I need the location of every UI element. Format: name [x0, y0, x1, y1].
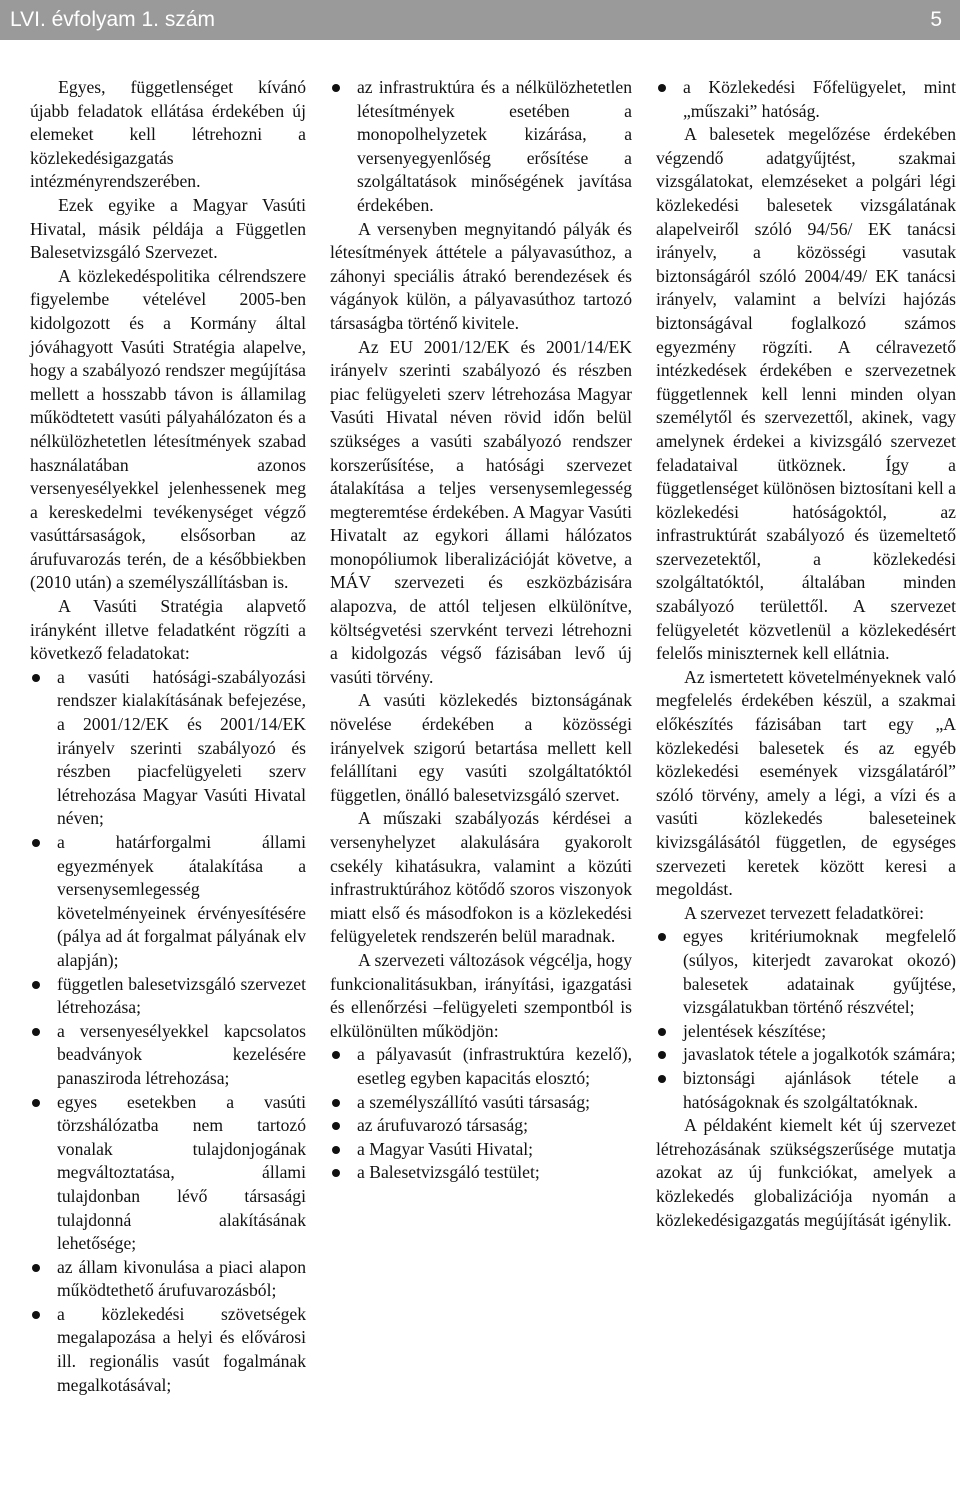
paragraph: A közlekedéspolitika célrendszere figyelembe vételével 2005-ben kidolgozott és a Kormány által jóváhagyott Vasúti Stratégia alapelve, hogy a szabályozó rendszer megújítása mellett a hosszabb távon is államilag működtetett vasúti pályahálózaton és a nélkülözhetetlen létesítmények szabad használatában azonos versenyesélyekkel jelenhessenek meg a kereskedelmi tevékenységet végző vasúttársaságok, elsősorban az árufuvarozás terén, de a későbbiekben (2010 után) a személyszállításban is. — [30, 265, 306, 593]
list-item: a Balesetvizsgáló testület; — [330, 1161, 632, 1185]
paragraph: A szervezet tervezett feladatkörei: — [684, 902, 924, 923]
paragraph: A balesetek megelőzése érdekében végzendő adatgyűjtést, szakmai vizsgálatokat, elemzéseket a polgári légi közlekedési balesetek vizsgálatának alapelveiről szóló 94/56/ EK tanácsi irányelv, a közösségi vasutak biztonságáról szóló 2004/49/ EK tanácsi irányelv, valamint a belvízi hajózás biztonságával foglalkozó számos egyezmény rögzíti. A célravezető intézkedések érdekében e szervezetnek függetlennek kell lenni minden olyan személytől és szervezettől, akinek, vagy amelynek érdekei a kivizsgáló szervezet feladataival ütköznek. Így a függetlenséget különösen biztosítani kell a közlekedési hatóságoktól, az infrastruktúrát szabályozó és üzemeltető szervezetektől, a közlekedési szolgáltatóktól, általában minden szabályozó területtől. A szervezet felügyeletét közvetlenül a közlekedésért felelős miniszternek kell ellátnia. — [656, 124, 956, 664]
list-item: a Magyar Vasúti Hivatal; — [330, 1138, 632, 1162]
list-item: a pályavasút (infrastruktúra kezelő), esetleg egyben kapacitás elosztó; — [330, 1043, 632, 1090]
paragraph: Az ismertetett követelményeknek való megfelelés érdekében készül, a szakmai előkészítés fázisában tart egy „A közlekedési balesetek és az egyéb közlekedési események vizsgálatáról” szóló törvény, amely a légi, a vízi és a vasúti közlekedés baleseteinek kivizsgálásától független, de egységes szervezeti keretek között keresi a megoldást. — [656, 666, 956, 900]
list-item: jelentések készítése; — [656, 1020, 956, 1044]
list-item: a közlekedési szövetségek megalapozása a helyi és elővárosi ill. regionális vasút fogalmának megalkotásával; — [30, 1303, 306, 1397]
text-column-1 — [30, 76, 306, 1397]
list-item: egyes kritériumoknak megfelelő (súlyos, kiterjedt zavarokat okozó) balesetek adatainak gyűjtése, vizsgálatukban történő részvétel; — [656, 925, 956, 1019]
text-column-3 — [656, 76, 956, 1232]
list-item: a személyszállító vasúti társaság; — [330, 1091, 632, 1115]
list-item: az infrastruktúra és a nélkülözhetetlen létesítmények esetében a monopolhelyzetek kizárása, a versenyegyenlőség erősítése a szolgáltatások minőségének javítása érdekében. — [330, 76, 632, 218]
paragraph: Az EU 2001/12/EK és 2001/14/EK irányelv szerinti szabályozó és részben piac felügyeleti szerv létrehozása Magyar Vasúti Hivatal néven rövid időn belül szükséges a vasúti szabályozó rendszer korszerűsítése, a hatósági szervezet átalakítása a teljes versenysemlegesség megteremtése érdekében. A Magyar Vasúti Hivatalt az egykori állami hálózatos monopóliumok liberalizációját követve, a MÁV szervezeti és eszközbázisára alapozva, de attól teljesen elkülönítve, költségvetési szervként tervezi létrehozni a kidolgozás végső fázisában levő új vasúti törvény. — [330, 336, 632, 687]
list-item: a versenyesélyekkel kapcsolatos beadványok kezelésére panasziroda létrehozása; — [30, 1020, 306, 1091]
list-item: független balesetvizsgáló szervezet létrehozása; — [30, 973, 306, 1020]
text-column-2 — [330, 76, 632, 1185]
page-header — [0, 0, 960, 40]
page-number: 5 — [930, 8, 942, 31]
list-item: a Közlekedési Főfelügyelet, mint „műszaki” hatóság. — [656, 76, 956, 123]
bullet-list — [330, 76, 632, 218]
list-item: egyes esetekben a vasúti törzshálózatba nem tartozó vonalak tulajdonjogának megváltoztatása, állami tulajdonban lévő társasági tulajdonná alakításának lehetősége; — [30, 1091, 306, 1256]
paragraph: A vasúti közlekedés biztonságának növelése érdekében a közösségi irányelvek szigorú betartása mellett kell felállítani egy vasúti szolgáltatóktól független, önálló balesetvizsgáló szervet. — [330, 690, 632, 805]
list-item: biztonsági ajánlások tétele a hatóságoknak és szolgáltatóknak. — [656, 1067, 956, 1114]
paragraph: A műszaki szabályozás kérdései a versenyhelyzet alakulására gyakorolt csekély kihatásukra, valamint a közúti infrastruktúrához kötődő szoros viszonyok miatt első és másodfokon is a közlekedési felügyeletek rendszerén belül maradnak. — [330, 808, 632, 947]
issue-label: LVI. évfolyam 1. szám — [10, 8, 216, 31]
list-item: a vasúti hatósági-szabályozási rendszer kialakításának befejezése, a 2001/12/EK és 2001/14/EK irányelv szerinti szabályozó és részben piacfelügyeleti szerv létrehozása Magyar Vasúti Hivatal néven; — [30, 666, 306, 831]
bullet-list — [656, 76, 956, 123]
bullet-list — [656, 925, 956, 1114]
bullet-list — [30, 666, 306, 1397]
paragraph: Egyes, függetlenséget kívánó újabb feladatok ellátása érdekében új elemeket kell létrehozni a közlekedésigazgatás intézményrendszerében. — [30, 77, 306, 192]
paragraph: A szervezeti változások végcélja, hogy funkcionalitásukban, irányítási, igazgatási és ellenőrzési –felügyeleti szempontból is elkülönülten működjön: — [330, 949, 632, 1041]
list-item: az árufuvarozó társaság; — [330, 1114, 632, 1138]
list-item: a határforgalmi állami egyezmények átalakítása a versenysemlegesség követelményeinek érvényesítésére (pálya ad át forgalmat pályának elv alapján); — [30, 831, 306, 973]
paragraph: A példaként kiemelt két új szervezet létrehozásának szükségszerűsége mutatja azokat az új funkciókat, amelyek a közlekedés globalizációja nyomán a közlekedésigazgatás megújítását igénylik. — [656, 1115, 956, 1230]
bullet-list — [330, 1043, 632, 1185]
paragraph: A versenyben megnyitandó pályák és létesítmények áttétele a pályavasúthoz, a záhonyi speciális átrakó berendezések és vágányok külön, a pályavasúthoz tartozó társaságba történő kivitele. — [330, 218, 632, 333]
list-item: javaslatok tétele a jogalkotók számára; — [656, 1043, 956, 1067]
paragraph: A Vasúti Stratégia alapvető irányként illetve feladatként rögzíti a következő feladatokat: — [30, 596, 306, 664]
paragraph: Ezek egyike a Magyar Vasúti Hivatal, másik példája a Független Balesetvizsgáló Szervezet. — [30, 194, 306, 263]
list-item: az állam kivonulása a piaci alapon működtethető árufuvarozásból; — [30, 1256, 306, 1303]
